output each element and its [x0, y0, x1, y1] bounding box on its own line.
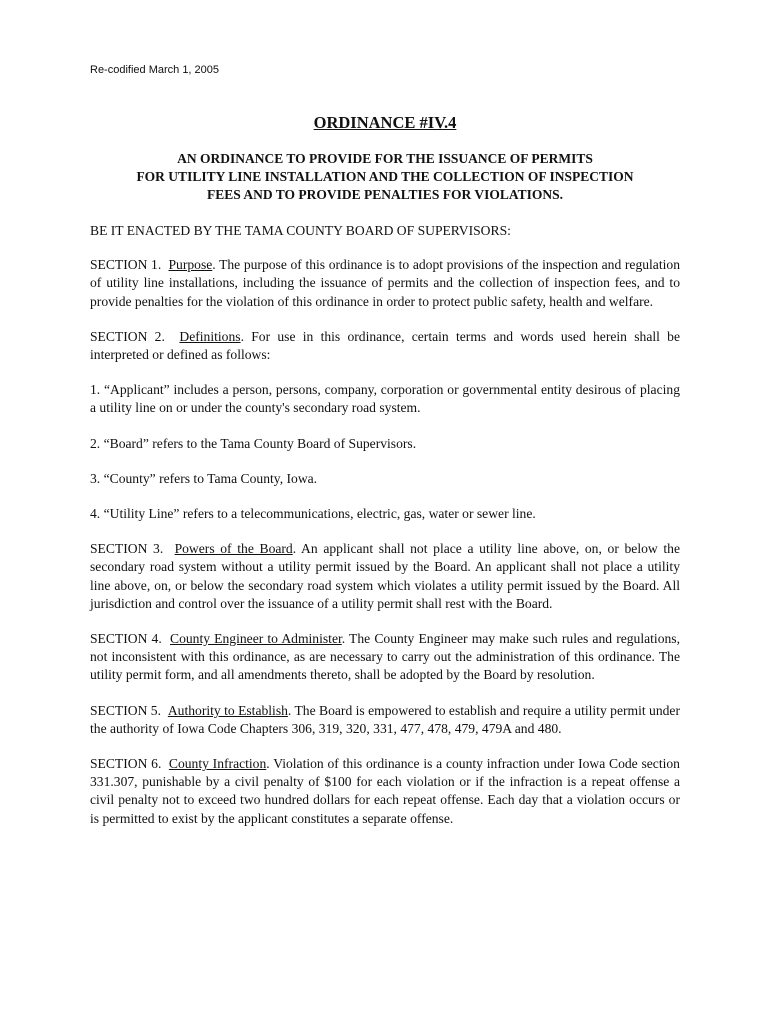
section-1-text: . The purpose of this ordinance is to adopt provisions of the inspection and regulation of utility line installations, including the issuance of permits and the collection of inspection fees, and to provide penalties for the violation of this ordinance in order to protect public safety, health and welfare.: [90, 257, 680, 309]
section-4: [90, 630, 680, 685]
definition-2: 2. “Board” refers to the Tama County Board of Supervisors.: [90, 435, 417, 451]
recodified-date: Re-codified March 1, 2005: [90, 64, 220, 76]
section-5: [90, 702, 680, 738]
definition-4: 4. “Utility Line” refers to a telecommunications, electric, gas, water or sewer line.: [90, 506, 536, 522]
section-4-heading: County Engineer to Administer: [170, 631, 342, 647]
section-6-label: SECTION 6.: [90, 756, 162, 772]
section-3-text: . An applicant shall not place a utility line above, on, or below the secondary road system without a utility permit issued by the Board. An applicant shall not place a utility line above, on, or below the secondary road system which violates a utility permit issued by the Board. All jurisdiction and control over the issuance of a utility permit shall rest with the Board.: [90, 541, 680, 611]
section-6: [90, 755, 680, 828]
section-3-heading: Powers of the Board: [174, 541, 293, 557]
section-4-label: SECTION 4.: [90, 631, 162, 647]
ordinance-body: [90, 222, 680, 845]
definition-3: 3. “County” refers to Tama County, Iowa.: [90, 470, 318, 486]
section-2: [90, 328, 680, 364]
ordinance-title: [0, 113, 770, 133]
section-3: [90, 540, 680, 613]
subtitle-line-3: FEES AND TO PROVIDE PENALTIES FOR VIOLATIONS.: [207, 187, 563, 202]
enacted-clause: BE IT ENACTED BY THE TAMA COUNTY BOARD OF SUPERVISORS:: [90, 223, 511, 238]
section-5-heading: Authority to Establish: [167, 702, 288, 718]
section-4-text: . The County Engineer may make such rules and regulations, not inconsistent with this ordinance, as are necessary to carry out the administration of this ordinance. The utility permit form, and all amendments thereto, shall be adopted by the Board by resolution.: [90, 631, 680, 683]
section-1-heading: Purpose: [168, 257, 213, 273]
section-3-label: SECTION 3.: [90, 541, 164, 557]
definition-1: 1. “Applicant” includes a person, persons, company, corporation or governmental entity desirous of placing a utility line on or under the county's secondary road system.: [90, 382, 680, 416]
section-2-heading: Definitions: [179, 328, 241, 344]
section-5-label: SECTION 5.: [90, 702, 161, 718]
ordinance-subtitle: [90, 150, 680, 204]
section-6-text: . Violation of this ordinance is a county infraction under Iowa Code section 331.307, punishable by a civil penalty of $100 for each violation or if the infraction is a repeat offense a civil penalty not to exceed two hundred dollars for each repeat offense. Each day that a violation occurs or is permitted to exist by the applicant constitutes a separate offense.: [90, 756, 680, 826]
section-2-label: SECTION 2.: [90, 328, 165, 344]
section-5-text: . The Board is empowered to establish and require a utility permit under the authority of Iowa Code Chapters 306, 319, 320, 331, 477, 478, 479, 479A and 480.: [90, 702, 680, 736]
ordinance-title-text: ORDINANCE #IV.4: [313, 113, 457, 132]
section-2-text: . For use in this ordinance, certain terms and words used herein shall be interpreted or defined as follows:: [90, 328, 680, 363]
subtitle-line-1: AN ORDINANCE TO PROVIDE FOR THE ISSUANCE OF PERMITS: [177, 151, 593, 166]
section-1-label: SECTION 1.: [90, 257, 162, 273]
section-1: [90, 256, 680, 311]
subtitle-line-2: FOR UTILITY LINE INSTALLATION AND THE COLLECTION OF INSPECTION: [136, 169, 634, 184]
section-6-heading: County Infraction: [168, 756, 267, 772]
